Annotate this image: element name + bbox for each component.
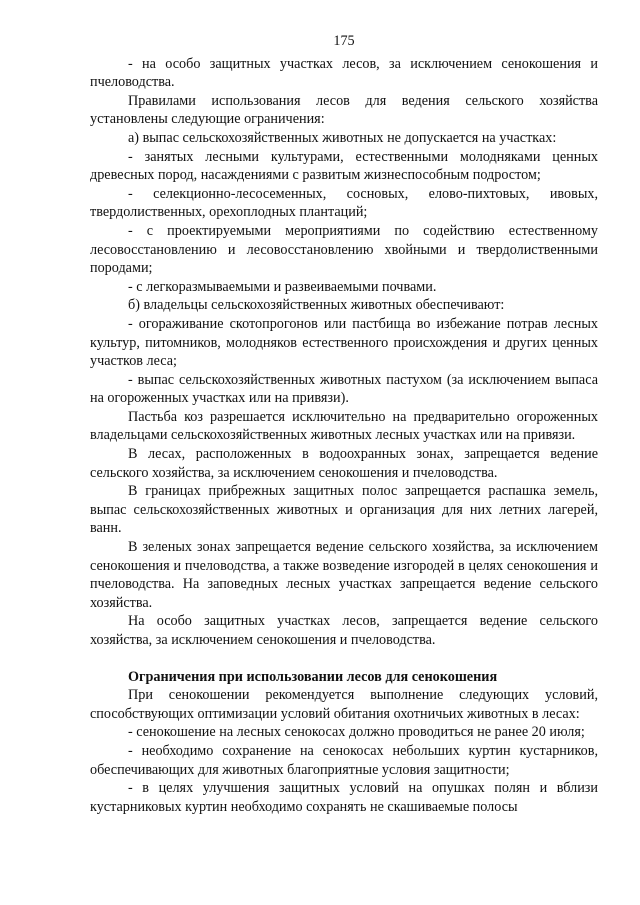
paragraph: В зеленых зонах запрещается ведение сельского хозяйства, за исключением сенокошения и пчеловодства, а также возведение изгородей в целях сенокошения и пчеловодства. На заповедных лесных участках запрещается ведение сельского хозяйства. xyxy=(90,539,598,611)
paragraph: - в целях улучшения защитных условий на опушках полян и вблизи кустарниковых куртин необходимо сохранять не скашиваемые полосы xyxy=(90,780,598,815)
paragraph: б) владельцы сельскохозяйственных животных обеспечивают: xyxy=(128,297,505,314)
paragraph: - занятых лесными культурами, естественными молодняками ценных древесных пород, насаждениями с развитым жизнеспособным подростом; xyxy=(90,148,598,184)
paragraph: - на особо защитных участках лесов, за исключением сенокошения и пчеловодства. xyxy=(90,55,598,91)
paragraph: - выпас сельскохозяйственных животных пастухом (за исключением выпаса на огороженных участках или на привязи). xyxy=(90,371,598,407)
paragraph: - с легкоразмываемыми и развеиваемыми почвами. xyxy=(128,278,437,295)
paragraph: - с проектируемыми мероприятиями по содействию естественному лесовосстановлению и лесовосстановлению хвойными и твердолиственными породами; xyxy=(90,222,598,277)
paragraph: - необходимо сохранение на сенокосах небольших куртин кустарников, обеспечивающих для животных благоприятные условия защитности; xyxy=(90,742,598,778)
paragraph: Пастьба коз разрешается исключительно на предварительно огороженных владельцами сельскохозяйственных животных лесных участках или на привязи. xyxy=(90,408,598,444)
page-number: 175 xyxy=(333,33,355,49)
paragraph: При сенокошении рекомендуется выполнение следующих условий, способствующих оптимизации условий обитания охотничьих животных в лесах: xyxy=(90,687,598,722)
paragraph: а) выпас сельскохозяйственных животных не допускается на участках: xyxy=(128,129,557,146)
paragraph: - огораживание скотопрогонов или пастбища во избежание потрав лесных культур, питомников, молодняков естественного происхождения и других ценных участков леса; xyxy=(90,315,598,370)
paragraph: На особо защитных участках лесов, запрещается ведение сельского хозяйства, за исключением сенокошения и пчеловодства. xyxy=(90,613,598,648)
paragraph: - селекционно-лесосеменных, сосновых, елово-пихтовых, ивовых, твердолиственных, орехоплодных плантаций; xyxy=(90,185,598,221)
document-page xyxy=(90,32,598,816)
paragraph: Правилами использования лесов для ведения сельского хозяйства установлены следующие ограничения: xyxy=(90,92,598,128)
paragraph: - сенокошение на лесных сенокосах должно проводиться не ранее 20 июля; xyxy=(128,724,585,741)
paragraph: В границах прибрежных защитных полос запрещается распашка земель, выпас сельскохозяйственных животных и организация для них летних лагерей, ванн. xyxy=(90,483,598,537)
paragraph: В лесах, расположенных в водоохранных зонах, запрещается ведение сельского хозяйства, за исключением сенокошения и пчеловодства. xyxy=(90,446,598,481)
section-heading: Ограничения при использовании лесов для сенокошения xyxy=(128,668,498,685)
